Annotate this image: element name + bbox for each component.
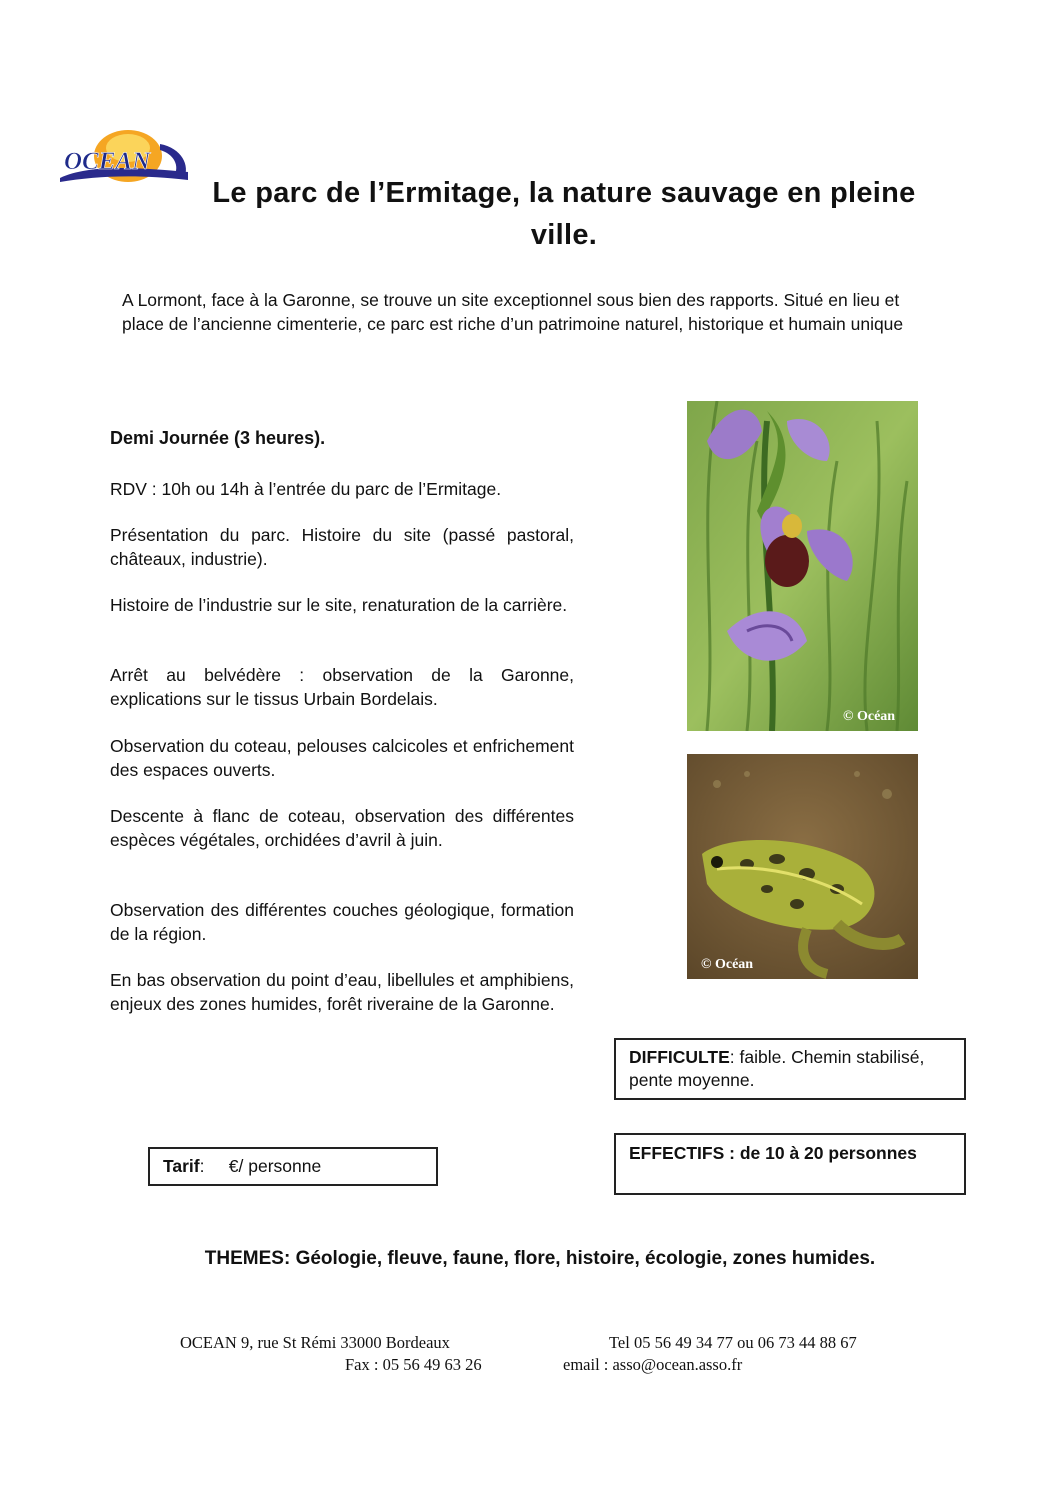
effectifs-label: EFFECTIFS [629, 1143, 725, 1163]
program-paragraph: Observation des différentes couches géologique, formation de la région. [110, 900, 574, 944]
page-title: Le parc de l’Ermitage, la nature sauvage en pleine ville. [212, 177, 916, 251]
logo-text: OCEAN [64, 148, 151, 175]
program-subtitle: Demi Journée (3 heures). [110, 428, 326, 448]
tarif-box [148, 1147, 438, 1186]
program-paragraph: En bas observation du point d’eau, libellules et amphibiens, enjeux des zones humides, forêt riveraine de la Garonne. [110, 970, 574, 1014]
program-paragraph: Descente à flanc de coteau, observation des différentes espèces végétales, orchidées d’avril à juin. [110, 806, 574, 850]
footer-address: OCEAN 9, rue St Rémi 33000 Bordeaux [180, 1333, 450, 1352]
ocean-logo [56, 126, 192, 186]
program-paragraph: Présentation du parc. Histoire du site (passé pastoral, châteaux, industrie). [110, 525, 574, 569]
difficulty-box [614, 1038, 966, 1100]
effectifs-box [614, 1133, 966, 1195]
frog-photo [687, 754, 918, 979]
program-paragraph: Arrêt au belvédère : observation de la Garonne, explications sur le tissus Urbain Bordelais. [110, 665, 574, 709]
photo-credit: © Océan [701, 957, 754, 972]
program-paragraph: Histoire de l’industrie sur le site, renaturation de la carrière. [110, 595, 568, 615]
themes-text: THEMES: Géologie, fleuve, faune, flore, histoire, écologie, zones humides. [204, 1248, 876, 1269]
difficulty-value: : faible. Chemin stabilisé, pente moyenne. [629, 1047, 925, 1090]
difficulty-label: DIFFICULTE [629, 1047, 730, 1067]
tarif-value: : €/ personne [199, 1156, 322, 1176]
photo-credit: © Océan [843, 709, 896, 724]
footer-fax: Fax : 05 56 49 63 26 [345, 1355, 482, 1374]
effectifs-value: : de 10 à 20 personnes [729, 1143, 917, 1163]
footer-tel: Tel 05 56 49 34 77 ou 06 73 44 88 67 [609, 1333, 857, 1352]
orchid-photo [687, 401, 918, 731]
program-paragraph: RDV : 10h ou 14h à l’entrée du parc de l’Ermitage. [110, 479, 502, 499]
tarif-label: Tarif [163, 1156, 200, 1176]
footer-email: email : asso@ocean.asso.fr [563, 1355, 743, 1374]
program-paragraph: Observation du coteau, pelouses calcicoles et enfrichement des espaces ouverts. [110, 736, 574, 780]
intro-text: A Lormont, face à la Garonne, se trouve un site exceptionnel sous bien des rapports. Situé en lieu et place de l’ancienne cimenterie, ce parc est riche d’un patrimoine naturel, historique et humain unique [122, 290, 904, 334]
